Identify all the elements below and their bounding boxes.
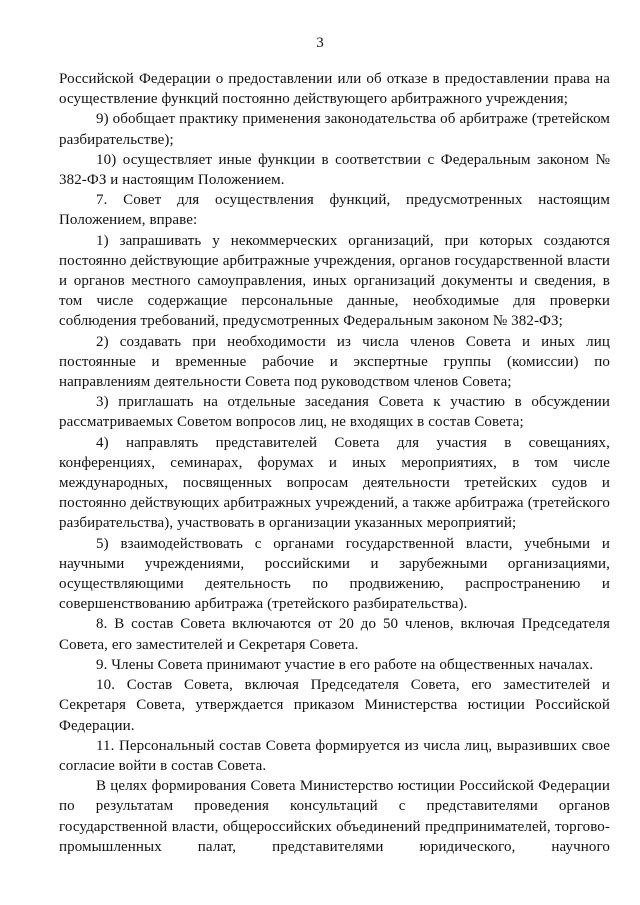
paragraph-item-2: 2) создавать при необходимости из числа членов Совета и иных лиц постоянные и временные рабочие и экспертные группы (комиссии) по направлениям деятельности Совета под руководством членов Совета; <box>59 333 610 391</box>
paragraph-section-7: 7. Совет для осуществления функций, предусмотренных настоящим Положением, вправе: <box>59 192 610 229</box>
paragraph-council-formation: В целях формирования Совета Министерство юстиции Российской Федерации по результатам проведения консультаций с представителями органов государственной власти, общероссийских объединений предпринимателей, торгово-промышленных палат, представителями юридического, научного <box>59 778 610 855</box>
paragraph-item-5: 5) взаимодействовать с органами государственной власти, учебными и научными учреждениями, российскими и зарубежными организациями, осуществляющими деятельность по продвижению, распространению и совершенствованию арбитража (третейского разбирательства). <box>59 535 610 613</box>
paragraph-section-9: 9. Члены Совета принимают участие в его работе на общественных началах. <box>96 656 594 673</box>
page-number: 3 <box>316 35 324 51</box>
paragraph-item-10: 10) осуществляет иные функции в соответствии с Федеральным законом № 382-ФЗ и настоящим Положением. <box>59 151 610 189</box>
paragraph-item-3: 3) приглашать на отдельные заседания Совета к участию в обсуждении рассматриваемых Советом вопросов лиц, не входящих в состав Совета; <box>59 394 610 431</box>
paragraph-item-1: 1) запрашивать у некоммерческих организаций, при которых создаются постоянно действующие арбитражные учреждения, органов государственной власти и органов местного самоуправления, иных организаций документы и сведения, в том числе содержащие персональные данные, необходимые для проверки соблюдения требований, предусмотренных Федеральным законом № 382-ФЗ; <box>59 232 610 330</box>
paragraph-continuation: Российской Федерации о предоставлении или об отказе в предоставлении права на осуществление функций постоянно действующего арбитражного учреждения; <box>59 71 610 108</box>
paragraph-section-10: 10. Состав Совета, включая Председателя Совета, его заместителей и Секретаря Совета, утверждается приказом Министерства юстиции Российской Федерации. <box>59 677 610 734</box>
paragraph-section-11: 11. Персональный состав Совета формируется из числа лиц, выразивших свое согласие войти в состав Совета. <box>59 737 610 774</box>
paragraph-item-9: 9) обобщает практику применения законодательства об арбитраже (третейском разбирательстве); <box>59 111 610 148</box>
paragraph-item-4: 4) направлять представителей Совета для участия в совещаниях, конференциях, семинарах, форумах и иных мероприятиях, в том числе международных, посвященных вопросам деятельности третейских судов и постоянно действующих арбитражных учреждений, а также арбитража (третейского разбирательства), участвовать в организации указанных мероприятий; <box>59 434 610 532</box>
paragraph-section-8: 8. В состав Совета включаются от 20 до 50 членов, включая Председателя Совета, его заместителей и Секретаря Совета. <box>59 616 610 653</box>
document-body <box>59 69 610 857</box>
